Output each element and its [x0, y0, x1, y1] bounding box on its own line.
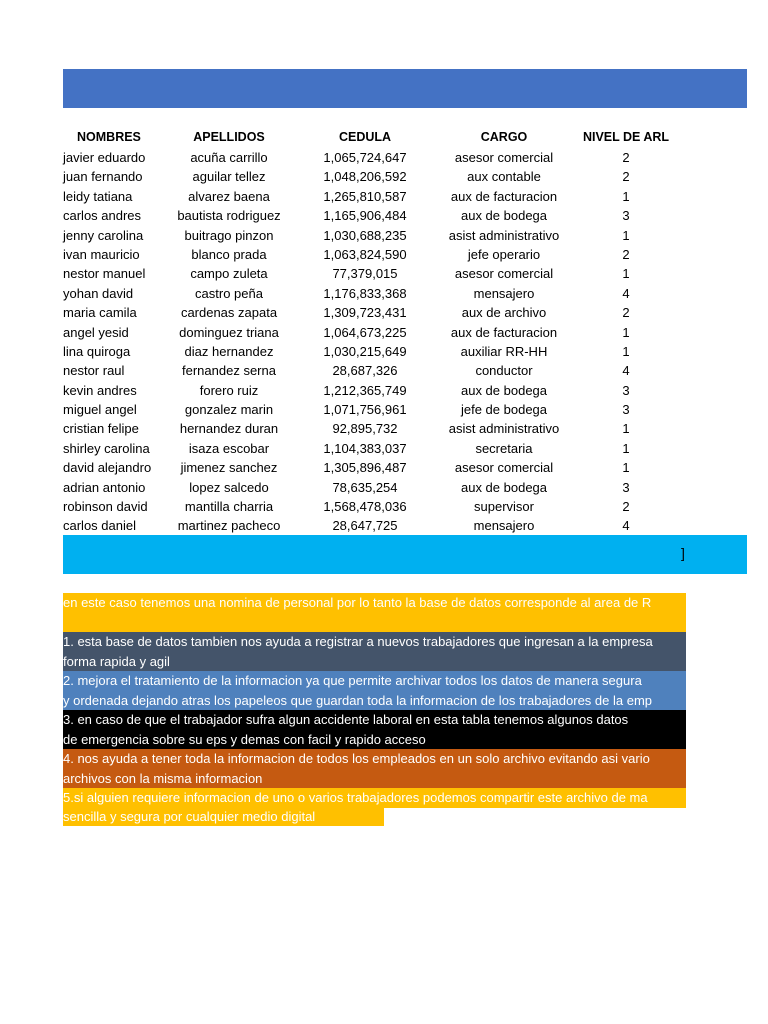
note-4-line-1: 4. nos ayuda a tener toda la informacion de todos los empleados en un solo archivo evitando asi vario	[63, 751, 650, 766]
note-5[interactable]	[63, 788, 686, 808]
cell-cargo[interactable]: conductor	[475, 363, 533, 379]
cell-nivel-arl[interactable]: 4	[622, 363, 630, 379]
footer-band	[63, 535, 747, 574]
cell-nivel-arl[interactable]: 1	[622, 324, 630, 340]
table-row	[63, 245, 747, 264]
cell-apellido[interactable]: blanco prada	[191, 246, 267, 262]
cell-apellido[interactable]: bautista rodriguez	[177, 208, 281, 224]
cell-apellido[interactable]: acuña carrillo	[190, 150, 268, 165]
cell-nombre[interactable]: shirley carolina	[63, 440, 150, 456]
header-nombres[interactable]: NOMBRES	[77, 130, 141, 144]
cell-apellido[interactable]: buitrago pinzon	[184, 227, 274, 243]
cell-cedula[interactable]: 1,104,383,037	[323, 440, 407, 456]
cell-nivel-arl[interactable]: 2	[622, 169, 630, 185]
table-row	[63, 264, 747, 283]
cell-nivel-arl[interactable]: 2	[622, 150, 630, 165]
cell-cargo[interactable]: asesor comercial	[454, 460, 554, 476]
cell-apellido[interactable]: isaza escobar	[188, 440, 270, 456]
cell-nombre[interactable]: nestor raul	[63, 363, 125, 379]
cell-cedula[interactable]: 92,895,732	[332, 421, 398, 437]
cell-apellido[interactable]: castro peña	[195, 285, 263, 301]
cell-nombre[interactable]: javier eduardo	[63, 150, 146, 165]
cell-nivel-arl[interactable]: 2	[622, 305, 630, 321]
cell-cargo[interactable]: aux de bodega	[460, 382, 548, 398]
cell-nombre[interactable]: juan fernando	[63, 169, 143, 185]
cell-cedula[interactable]: 1,030,215,649	[323, 343, 407, 359]
cell-nivel-arl[interactable]: 3	[622, 479, 630, 495]
note-3-line-1: 3. en caso de que el trabajador sufra algun accidente laboral en esta tabla tenemos algunos datos	[63, 712, 629, 727]
cell-nombre[interactable]: miguel angel	[63, 402, 137, 418]
cell-cedula[interactable]: 1,305,896,487	[323, 460, 407, 476]
cell-cargo[interactable]: asist administrativo	[448, 421, 560, 437]
table-row	[63, 381, 747, 400]
table-header-row	[63, 127, 747, 148]
table-row	[63, 458, 747, 477]
cell-apellido[interactable]: gonzalez marin	[184, 402, 274, 418]
header-cedula[interactable]: CEDULA	[338, 130, 392, 144]
note-3-line-2: de emergencia sobre su eps y demas con facil y rapido acceso	[63, 731, 426, 747]
cell-apellido[interactable]: fernandez serna	[182, 363, 276, 379]
cell-apellido[interactable]: alvarez baena	[188, 188, 270, 204]
cell-cargo[interactable]: aux de bodega	[460, 208, 548, 224]
cell-nombre[interactable]: jenny carolina	[63, 227, 144, 243]
table-body	[63, 148, 747, 536]
cell-nivel-arl[interactable]: 4	[622, 518, 630, 534]
cell-apellido[interactable]: jimenez sanchez	[180, 460, 278, 476]
cell-nivel-arl[interactable]: 1	[622, 460, 630, 476]
cell-cargo[interactable]: auxiliar RR-HH	[460, 343, 548, 359]
note-1-line-1: 1. esta base de datos tambien nos ayuda a registrar a nuevos trabajadores que ingresan a la empresa	[63, 634, 653, 649]
cell-nombre[interactable]: ivan mauricio	[63, 246, 140, 262]
cell-nombre[interactable]: nestor manuel	[63, 266, 146, 282]
cell-cedula[interactable]: 77,379,015	[332, 266, 398, 282]
cell-apellido[interactable]: hernandez duran	[179, 421, 279, 437]
cell-cargo[interactable]: supervisor	[474, 499, 534, 515]
cell-apellido[interactable]: dominguez triana	[179, 324, 279, 340]
cell-cedula[interactable]: 1,568,478,036	[323, 499, 407, 515]
cell-nivel-arl[interactable]: 1	[622, 266, 630, 282]
cell-nombre[interactable]: adrian antonio	[63, 479, 146, 495]
cell-cedula[interactable]: 1,063,824,590	[323, 246, 407, 262]
note-5-continuation[interactable]	[63, 808, 384, 826]
cell-nivel-arl[interactable]: 3	[622, 208, 630, 224]
cell-nivel-arl[interactable]: 4	[622, 285, 630, 301]
cell-cargo[interactable]: asist administrativo	[448, 227, 560, 243]
cell-cedula[interactable]: 1,176,833,368	[323, 285, 407, 301]
table-row	[63, 226, 747, 245]
cell-nombre[interactable]: maria camila	[63, 305, 137, 321]
cell-cargo[interactable]: aux contable	[467, 169, 541, 185]
cell-cargo[interactable]: mensajero	[473, 285, 535, 301]
note-3[interactable]	[63, 710, 686, 749]
cell-cedula[interactable]: 1,048,206,592	[323, 169, 407, 185]
cell-cargo[interactable]: jefe operario	[467, 246, 541, 262]
cell-cargo[interactable]: asesor comercial	[454, 266, 554, 282]
cell-cedula[interactable]: 28,687,326	[332, 363, 398, 379]
bracket-mark: ]	[681, 545, 685, 561]
table-row	[63, 478, 747, 497]
cell-cedula[interactable]: 1,064,673,225	[323, 324, 407, 340]
cell-nivel-arl[interactable]: 1	[622, 227, 630, 243]
cell-nombre[interactable]: robinson david	[63, 499, 148, 515]
cell-nombre[interactable]: carlos daniel	[63, 518, 136, 534]
cell-nombre[interactable]: carlos andres	[63, 208, 142, 224]
table-row	[63, 187, 747, 206]
table-row	[63, 323, 747, 342]
cell-nombre[interactable]: cristian felipe	[63, 421, 139, 437]
note-4-line-2: archivos con la misma informacion	[63, 770, 263, 786]
table-row	[63, 419, 747, 438]
cell-nivel-arl[interactable]: 2	[622, 246, 630, 262]
table-row	[63, 303, 747, 322]
note-5-line-1: 5.si alguien requiere informacion de uno o varios trabajadores podemos compartir este archivo de ma	[63, 790, 648, 805]
note-5-line-2: sencilla y segura por cualquier medio digital	[63, 809, 316, 824]
cell-apellido[interactable]: campo zuleta	[190, 266, 268, 282]
note-intro-text: en este caso tenemos una nomina de personal por lo tanto la base de datos corresponde al area de R	[63, 595, 652, 610]
cell-cargo[interactable]: jefe de bodega	[460, 402, 548, 418]
header-apellidos[interactable]: APELLIDOS	[193, 130, 265, 144]
note-1-line-2: forma rapida y agil	[63, 653, 170, 669]
cell-cedula[interactable]: 28,647,725	[332, 518, 398, 534]
note-2[interactable]	[63, 671, 686, 710]
table-row	[63, 284, 747, 303]
cell-nombre[interactable]: david alejandro	[63, 460, 152, 476]
cell-cedula[interactable]: 1,212,365,749	[323, 382, 407, 398]
header-cargo[interactable]: CARGO	[480, 130, 528, 144]
table-row	[63, 400, 747, 419]
note-2-line-2: y ordenada dejando atras los papeleos que guardan toda la informacion de los trabajadores de la emp	[63, 692, 653, 708]
cell-nivel-arl[interactable]: 3	[622, 402, 630, 418]
note-1[interactable]	[63, 632, 686, 671]
cell-nivel-arl[interactable]: 3	[622, 382, 630, 398]
cell-nivel-arl[interactable]: 1	[622, 440, 630, 456]
cell-apellido[interactable]: aguilar tellez	[192, 169, 266, 185]
cell-cargo[interactable]: aux de bodega	[460, 479, 548, 495]
cell-apellido[interactable]: cardenas zapata	[180, 305, 278, 321]
table-row	[63, 342, 747, 361]
cell-nombre[interactable]: leidy tatiana	[63, 188, 133, 204]
cell-cedula[interactable]: 78,635,254	[332, 479, 398, 495]
table-row	[63, 497, 747, 516]
cell-nombre[interactable]: angel yesid	[63, 324, 129, 340]
cell-nombre[interactable]: yohan david	[63, 285, 134, 301]
cell-nivel-arl[interactable]: 2	[622, 499, 630, 515]
cell-apellido[interactable]: forero ruiz	[199, 382, 259, 398]
cell-cargo[interactable]: secretaria	[475, 440, 533, 456]
header-nivel-arl[interactable]: NIVEL DE ARL	[582, 130, 670, 144]
cell-cedula[interactable]: 1,165,906,484	[323, 208, 407, 224]
table-row	[63, 439, 747, 458]
cell-cedula[interactable]: 1,030,688,235	[323, 227, 407, 243]
cell-cargo[interactable]: aux de facturacion	[450, 188, 558, 204]
cell-cargo[interactable]: aux de archivo	[461, 305, 547, 321]
cell-nivel-arl[interactable]: 1	[622, 188, 630, 204]
cell-apellido[interactable]: lopez salcedo	[189, 479, 269, 495]
cell-cedula[interactable]: 1,265,810,587	[323, 188, 407, 204]
cell-nombre[interactable]: lina quiroga	[63, 343, 131, 359]
cell-cargo[interactable]: aux de facturacion	[450, 324, 558, 340]
note-2-line-1: 2. mejora el tratamiento de la informacion ya que permite archivar todos los datos de manera segura	[63, 673, 642, 688]
cell-apellido[interactable]: martinez pacheco	[177, 518, 281, 534]
cell-apellido[interactable]: diaz hernandez	[184, 343, 274, 359]
employee-table	[63, 127, 747, 536]
cell-apellido[interactable]: mantilla charria	[184, 499, 274, 515]
cell-nombre[interactable]: kevin andres	[63, 382, 137, 398]
note-4[interactable]	[63, 749, 686, 788]
header-band	[63, 69, 747, 108]
table-row	[63, 148, 747, 167]
cell-cedula[interactable]: 1,309,723,431	[323, 305, 407, 321]
table-row	[63, 206, 747, 225]
cell-cedula[interactable]: 1,065,724,647	[323, 150, 407, 165]
cell-cedula[interactable]: 1,071,756,961	[323, 402, 407, 418]
table-row	[63, 361, 747, 380]
cell-cargo[interactable]: mensajero	[473, 518, 535, 534]
table-row	[63, 167, 747, 186]
table-row	[63, 516, 747, 535]
cell-nivel-arl[interactable]: 1	[622, 343, 630, 359]
note-intro[interactable]	[63, 593, 686, 632]
cell-cargo[interactable]: asesor comercial	[454, 150, 554, 165]
cell-nivel-arl[interactable]: 1	[622, 421, 630, 437]
